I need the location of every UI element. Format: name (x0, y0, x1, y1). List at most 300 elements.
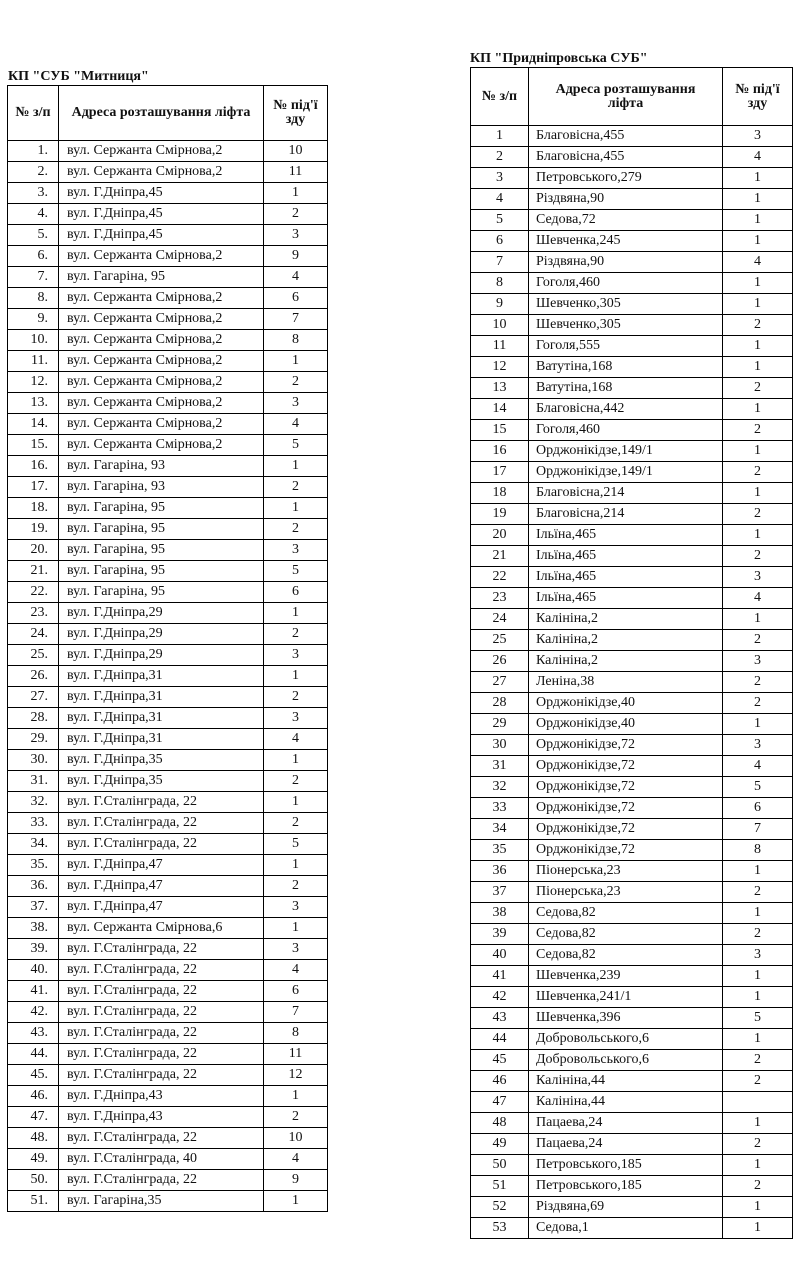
table-row (8, 435, 328, 456)
row-number: 13. (8, 393, 59, 414)
table-row (471, 798, 793, 819)
right-table-title: КП "Придніпровська СУБ" (470, 51, 648, 66)
lift-address: вул. Г.Дніпра,47 (59, 876, 264, 897)
lift-address: Шевченка,241/1 (529, 987, 723, 1008)
lift-address: Седова,82 (529, 945, 723, 966)
table-row (8, 603, 328, 624)
lift-address: Шевченка,245 (529, 231, 723, 252)
table-row (471, 1092, 793, 1113)
right-table-body (471, 126, 793, 1239)
lift-address: Шевченко,305 (529, 315, 723, 336)
lift-address: Орджонікідзе,72 (529, 798, 723, 819)
row-number: 20. (8, 540, 59, 561)
lift-address: Добровольського,6 (529, 1050, 723, 1071)
table-row (471, 462, 793, 483)
lift-address: вул. Гагаріна, 95 (59, 519, 264, 540)
row-number: 33 (471, 798, 529, 819)
table-row (8, 771, 328, 792)
lift-address: вул. Г.Дніпра,35 (59, 750, 264, 771)
row-number: 41. (8, 981, 59, 1002)
lift-address: вул. Г.Сталінграда, 22 (59, 1065, 264, 1086)
table-row (471, 294, 793, 315)
table-row (471, 504, 793, 525)
entrance-number: 2 (723, 462, 793, 483)
row-number: 26. (8, 666, 59, 687)
lift-address: вул. Сержанта Смірнова,2 (59, 351, 264, 372)
row-number: 34 (471, 819, 529, 840)
row-number: 53 (471, 1218, 529, 1239)
lift-address: Гоголя,460 (529, 273, 723, 294)
table-row (471, 924, 793, 945)
entrance-number: 2 (264, 1107, 328, 1128)
row-number: 47. (8, 1107, 59, 1128)
entrance-number: 2 (723, 546, 793, 567)
entrance-number: 2 (723, 630, 793, 651)
table-row (8, 141, 328, 162)
row-number: 11. (8, 351, 59, 372)
entrance-number: 2 (723, 924, 793, 945)
entrance-number: 11 (264, 1044, 328, 1065)
row-number: 28. (8, 708, 59, 729)
table-row (8, 708, 328, 729)
lift-address: вул. Гагаріна, 93 (59, 477, 264, 498)
row-number: 7. (8, 267, 59, 288)
table-row (8, 897, 328, 918)
table-row (471, 357, 793, 378)
table-row (8, 1107, 328, 1128)
row-number: 37. (8, 897, 59, 918)
entrance-number: 4 (723, 147, 793, 168)
lift-address: вул. Г.Дніпра,31 (59, 708, 264, 729)
row-number: 6 (471, 231, 529, 252)
entrance-number: 2 (723, 882, 793, 903)
lift-address: вул. Г.Дніпра,31 (59, 666, 264, 687)
row-number: 42 (471, 987, 529, 1008)
table-row (8, 393, 328, 414)
entrance-number: 2 (723, 378, 793, 399)
entrance-number: 2 (723, 693, 793, 714)
entrance-number: 1 (264, 1191, 328, 1212)
row-number: 7 (471, 252, 529, 273)
row-number: 18. (8, 498, 59, 519)
entrance-number: 2 (723, 672, 793, 693)
row-number: 8 (471, 273, 529, 294)
row-number: 19. (8, 519, 59, 540)
lift-address: вул. Г.Сталінграда, 22 (59, 939, 264, 960)
lift-address: Орджонікідзе,72 (529, 777, 723, 798)
table-row (8, 288, 328, 309)
row-number: 48 (471, 1113, 529, 1134)
lift-address: вул. Сержанта Смірнова,6 (59, 918, 264, 939)
lift-address: вул. Г.Сталінграда, 22 (59, 1044, 264, 1065)
row-number: 20 (471, 525, 529, 546)
entrance-number: 1 (723, 1197, 793, 1218)
entrance-number: 3 (723, 651, 793, 672)
table-row (8, 624, 328, 645)
lift-address: вул. Г.Дніпра,47 (59, 855, 264, 876)
table-row (471, 1176, 793, 1197)
lift-address: вул. Г.Дніпра,29 (59, 645, 264, 666)
entrance-number: 3 (264, 708, 328, 729)
lift-address: Шевченко,305 (529, 294, 723, 315)
lift-address: Леніна,38 (529, 672, 723, 693)
lift-address: вул. Гагаріна, 93 (59, 456, 264, 477)
table-row (471, 714, 793, 735)
entrance-number: 4 (264, 1149, 328, 1170)
table-row (8, 225, 328, 246)
entrance-number: 6 (264, 981, 328, 1002)
row-number: 19 (471, 504, 529, 525)
table-row (471, 252, 793, 273)
entrance-number: 1 (723, 441, 793, 462)
table-row (471, 441, 793, 462)
row-number: 32 (471, 777, 529, 798)
table-row (8, 960, 328, 981)
entrance-number: 10 (264, 141, 328, 162)
entrance-number: 2 (264, 876, 328, 897)
row-number: 43 (471, 1008, 529, 1029)
header-num: № з/п (8, 86, 59, 141)
entrance-number: 1 (723, 210, 793, 231)
row-number: 46. (8, 1086, 59, 1107)
table-row (8, 414, 328, 435)
row-number: 16 (471, 441, 529, 462)
lift-address: Благовісна,455 (529, 126, 723, 147)
entrance-number: 1 (723, 336, 793, 357)
table-row (471, 336, 793, 357)
table-row (471, 1155, 793, 1176)
row-number: 35 (471, 840, 529, 861)
table-row (471, 1134, 793, 1155)
entrance-number: 1 (264, 666, 328, 687)
table-row (8, 498, 328, 519)
row-number: 50. (8, 1170, 59, 1191)
entrance-number: 2 (723, 1176, 793, 1197)
entrance-number: 6 (264, 288, 328, 309)
entrance-number: 4 (264, 414, 328, 435)
entrance-number: 5 (264, 561, 328, 582)
lift-address: вул. Г.Дніпра,45 (59, 204, 264, 225)
table-row (8, 918, 328, 939)
entrance-number: 9 (264, 246, 328, 267)
entrance-number: 1 (723, 987, 793, 1008)
lift-address: вул. Сержанта Смірнова,2 (59, 309, 264, 330)
entrance-number: 3 (723, 945, 793, 966)
entrance-number: 1 (264, 456, 328, 477)
table-row (8, 981, 328, 1002)
lift-address: Благовісна,214 (529, 483, 723, 504)
entrance-number (723, 1092, 793, 1113)
lift-address: Калініна,2 (529, 609, 723, 630)
entrance-number: 3 (264, 225, 328, 246)
row-number: 44. (8, 1044, 59, 1065)
entrance-number: 1 (723, 525, 793, 546)
table-row (8, 645, 328, 666)
row-number: 36. (8, 876, 59, 897)
table-row (8, 939, 328, 960)
row-number: 38 (471, 903, 529, 924)
lift-address: вул. Г.Дніпра,47 (59, 897, 264, 918)
entrance-number: 2 (264, 204, 328, 225)
lift-address: вул. Г.Дніпра,43 (59, 1107, 264, 1128)
table-row (8, 183, 328, 204)
lift-address: Різдвяна,90 (529, 189, 723, 210)
entrance-number: 4 (723, 252, 793, 273)
lift-address: Пацаева,24 (529, 1134, 723, 1155)
row-number: 24 (471, 609, 529, 630)
table-row (471, 945, 793, 966)
table-row (471, 315, 793, 336)
lift-address: вул. Г.Сталінграда, 22 (59, 960, 264, 981)
entrance-number: 7 (264, 1002, 328, 1023)
lift-address: Благовісна,455 (529, 147, 723, 168)
row-number: 39 (471, 924, 529, 945)
lift-address: Ільїна,465 (529, 525, 723, 546)
table-row (471, 378, 793, 399)
lift-address: Благовісна,214 (529, 504, 723, 525)
table-row (471, 903, 793, 924)
entrance-number: 1 (264, 918, 328, 939)
table-row (8, 834, 328, 855)
table-row (471, 1029, 793, 1050)
entrance-number: 2 (264, 813, 328, 834)
lift-address: вул. Г.Дніпра,45 (59, 225, 264, 246)
entrance-number: 3 (264, 939, 328, 960)
row-number: 27 (471, 672, 529, 693)
entrance-number: 2 (264, 519, 328, 540)
row-number: 40. (8, 960, 59, 981)
row-number: 51 (471, 1176, 529, 1197)
row-number: 14 (471, 399, 529, 420)
entrance-number: 6 (264, 582, 328, 603)
row-number: 21. (8, 561, 59, 582)
entrance-number: 5 (264, 834, 328, 855)
lift-address: Ватутіна,168 (529, 357, 723, 378)
table-row (471, 777, 793, 798)
row-number: 51. (8, 1191, 59, 1212)
table-row (8, 792, 328, 813)
row-number: 12 (471, 357, 529, 378)
lift-address: Петровського,279 (529, 168, 723, 189)
table-row (471, 861, 793, 882)
entrance-number: 2 (264, 687, 328, 708)
lift-address: Шевченка,396 (529, 1008, 723, 1029)
table-row (471, 882, 793, 903)
entrance-number: 11 (264, 162, 328, 183)
row-number: 5 (471, 210, 529, 231)
row-number: 11 (471, 336, 529, 357)
row-number: 43. (8, 1023, 59, 1044)
lift-address: вул. Сержанта Смірнова,2 (59, 414, 264, 435)
row-number: 27. (8, 687, 59, 708)
entrance-number: 1 (723, 1155, 793, 1176)
lift-address: вул. Г.Сталінграда, 22 (59, 813, 264, 834)
table-row (8, 1065, 328, 1086)
table-row (471, 126, 793, 147)
lift-address: вул. Гагаріна, 95 (59, 582, 264, 603)
table-row (471, 1008, 793, 1029)
entrance-number: 3 (723, 735, 793, 756)
entrance-number: 8 (723, 840, 793, 861)
lift-address: вул. Гагаріна, 95 (59, 267, 264, 288)
lift-address: вул. Сержанта Смірнова,2 (59, 372, 264, 393)
lift-address: Ватутіна,168 (529, 378, 723, 399)
lift-address: Орджонікідзе,40 (529, 693, 723, 714)
table-row (471, 399, 793, 420)
lift-address: вул. Г.Дніпра,31 (59, 729, 264, 750)
lift-address: вул. Г.Сталінграда, 22 (59, 981, 264, 1002)
row-number: 16. (8, 456, 59, 477)
row-number: 47 (471, 1092, 529, 1113)
entrance-number: 3 (723, 567, 793, 588)
lift-address: вул. Г.Сталінграда, 22 (59, 1002, 264, 1023)
entrance-number: 2 (264, 771, 328, 792)
table-row (8, 267, 328, 288)
entrance-number: 3 (723, 126, 793, 147)
row-number: 2. (8, 162, 59, 183)
row-number: 31 (471, 756, 529, 777)
table-row (8, 1128, 328, 1149)
lift-address: Орджонікідзе,72 (529, 735, 723, 756)
right-header-row (471, 68, 793, 126)
entrance-number: 2 (723, 315, 793, 336)
row-number: 32. (8, 792, 59, 813)
table-row (8, 309, 328, 330)
entrance-number: 4 (723, 756, 793, 777)
row-number: 4 (471, 189, 529, 210)
row-number: 13 (471, 378, 529, 399)
lift-address: Калініна,2 (529, 630, 723, 651)
entrance-number: 12 (264, 1065, 328, 1086)
lift-address: Пацаева,24 (529, 1113, 723, 1134)
entrance-number: 2 (264, 372, 328, 393)
table-row (8, 1191, 328, 1212)
table-row (471, 420, 793, 441)
row-number: 40 (471, 945, 529, 966)
table-row (471, 210, 793, 231)
table-row (8, 561, 328, 582)
entrance-number: 1 (264, 792, 328, 813)
header-address: Адреса розташування ліфта (529, 68, 723, 126)
entrance-number: 4 (723, 588, 793, 609)
row-number: 50 (471, 1155, 529, 1176)
table-row (471, 147, 793, 168)
row-number: 49. (8, 1149, 59, 1170)
entrance-number: 4 (264, 960, 328, 981)
lift-address: вул. Сержанта Смірнова,2 (59, 141, 264, 162)
lift-address: Різдвяна,90 (529, 252, 723, 273)
row-number: 1 (471, 126, 529, 147)
lift-address: вул. Г.Дніпра,43 (59, 1086, 264, 1107)
row-number: 25. (8, 645, 59, 666)
row-number: 41 (471, 966, 529, 987)
table-row (8, 1002, 328, 1023)
table-row (8, 687, 328, 708)
row-number: 3. (8, 183, 59, 204)
lift-address: вул. Сержанта Смірнова,2 (59, 330, 264, 351)
lift-address: вул. Гагаріна, 95 (59, 540, 264, 561)
entrance-number: 4 (264, 267, 328, 288)
row-number: 2 (471, 147, 529, 168)
entrance-number: 1 (723, 399, 793, 420)
lift-address: вул. Сержанта Смірнова,2 (59, 246, 264, 267)
entrance-number: 1 (723, 168, 793, 189)
row-number: 6. (8, 246, 59, 267)
lift-address: вул. Гагаріна,35 (59, 1191, 264, 1212)
lift-address: Шевченка,239 (529, 966, 723, 987)
row-number: 26 (471, 651, 529, 672)
row-number: 3 (471, 168, 529, 189)
entrance-number: 2 (723, 1050, 793, 1071)
table-row (471, 546, 793, 567)
row-number: 14. (8, 414, 59, 435)
row-number: 42. (8, 1002, 59, 1023)
table-row (471, 588, 793, 609)
table-row (471, 1197, 793, 1218)
row-number: 31. (8, 771, 59, 792)
lift-address: Седова,1 (529, 1218, 723, 1239)
row-number: 30 (471, 735, 529, 756)
entrance-number: 2 (723, 1134, 793, 1155)
entrance-number: 1 (723, 1218, 793, 1239)
lift-address: Калініна,44 (529, 1071, 723, 1092)
row-number: 1. (8, 141, 59, 162)
table-row (471, 609, 793, 630)
lift-address: вул. Сержанта Смірнова,2 (59, 393, 264, 414)
table-row (8, 729, 328, 750)
row-number: 48. (8, 1128, 59, 1149)
lift-address: Добровольського,6 (529, 1029, 723, 1050)
entrance-number: 6 (723, 798, 793, 819)
lift-address: вул. Сержанта Смірнова,2 (59, 162, 264, 183)
table-row (8, 456, 328, 477)
table-row (471, 1050, 793, 1071)
lift-address: Седова,82 (529, 924, 723, 945)
table-row (471, 1071, 793, 1092)
table-row (8, 330, 328, 351)
left-table-title: КП "СУБ "Митниця" (8, 69, 149, 84)
table-row (8, 1149, 328, 1170)
row-number: 23 (471, 588, 529, 609)
lift-address: Седова,72 (529, 210, 723, 231)
row-number: 4. (8, 204, 59, 225)
lift-address: вул. Г.Дніпра,35 (59, 771, 264, 792)
row-number: 45. (8, 1065, 59, 1086)
lift-address: Орджонікідзе,72 (529, 756, 723, 777)
table-row (471, 525, 793, 546)
row-number: 12. (8, 372, 59, 393)
entrance-number: 2 (264, 477, 328, 498)
table-row (8, 666, 328, 687)
row-number: 9. (8, 309, 59, 330)
lift-address: Орджонікідзе,149/1 (529, 441, 723, 462)
table-row (471, 567, 793, 588)
lift-address: Петровського,185 (529, 1155, 723, 1176)
table-row (8, 876, 328, 897)
table-row (8, 1044, 328, 1065)
lift-address: вул. Г.Дніпра,29 (59, 603, 264, 624)
lift-address: Піонерська,23 (529, 861, 723, 882)
row-number: 22 (471, 567, 529, 588)
row-number: 29 (471, 714, 529, 735)
table-row (8, 540, 328, 561)
entrance-number: 2 (723, 1071, 793, 1092)
entrance-number: 1 (723, 861, 793, 882)
table-row (471, 987, 793, 1008)
table-row (471, 693, 793, 714)
table-row (471, 672, 793, 693)
header-address: Адреса розташування ліфта (59, 86, 264, 141)
